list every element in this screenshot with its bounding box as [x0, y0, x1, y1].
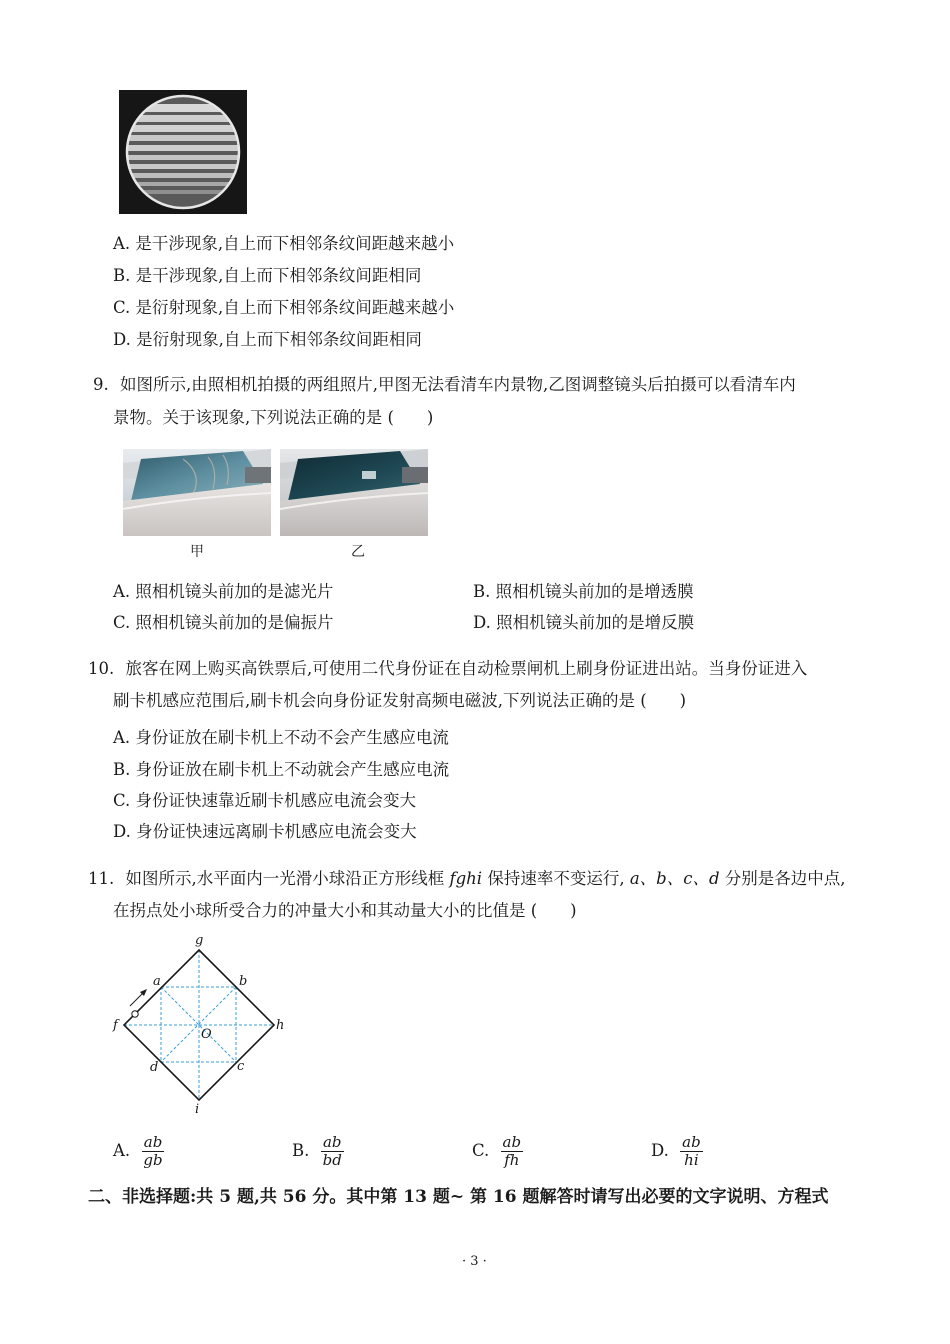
option-text: 身份证放在刷卡机上不动就会产生感应电流: [135, 760, 450, 779]
midpoints: a、b、c、d: [629, 869, 720, 888]
option-text: 是干涉现象,自上而下相邻条纹间距相同: [135, 266, 422, 285]
label-c: c: [237, 1059, 245, 1074]
question-number: 10.: [88, 659, 115, 678]
option-letter: C.: [113, 791, 131, 810]
label-f: f: [113, 1018, 118, 1033]
question-text: 保持速率不变运行,: [487, 869, 625, 888]
label-h: h: [276, 1018, 285, 1033]
page-number: · 3 ·: [462, 1254, 487, 1269]
q11-option-a: [113, 1134, 165, 1169]
q10-stem-line1: [88, 658, 807, 680]
option-letter: B.: [113, 266, 131, 285]
q9-option-c: [113, 612, 334, 634]
option-letter: D.: [651, 1141, 669, 1160]
option-text: 身份证放在刷卡机上不动不会产生感应电流: [135, 728, 449, 747]
q9-stem-line2: [113, 407, 433, 429]
label-b: b: [239, 974, 248, 989]
option-text: 照相机镜头前加的是偏振片: [135, 613, 334, 632]
option-text: 是衍射现象,自上而下相邻条纹间距相同: [136, 330, 422, 349]
question-text: 旅客在网上购买高铁票后,可使用二代身份证在自动检票闸机上刷身份证进出站。当身份证进入: [125, 659, 808, 678]
dashed-grid: [124, 950, 274, 1100]
square-diagram: [108, 930, 288, 1116]
denominator: bd: [322, 1151, 342, 1169]
option-text: 照相机镜头前加的是增透膜: [495, 582, 694, 601]
option-letter: B.: [292, 1141, 310, 1160]
option-letter: C.: [113, 298, 131, 317]
fringe-photo: [119, 90, 247, 214]
q10-option-d: [113, 821, 417, 843]
car-photo-left: [123, 449, 271, 536]
option-text: 是干涉现象,自上而下相邻条纹间距越来越小: [135, 234, 455, 253]
denominator: gb: [143, 1151, 163, 1169]
q9-stem-line1: [93, 374, 796, 396]
question-number: 9.: [93, 375, 109, 394]
option-text: 是衍射现象,自上而下相邻条纹间距越来越小: [135, 298, 455, 317]
option-text: 照相机镜头前加的是增反膜: [496, 613, 695, 632]
fraction: [321, 1134, 344, 1169]
q9-option-a: [113, 581, 333, 603]
question-number: 11.: [88, 869, 115, 888]
question-text: 分别是各边中点,: [724, 869, 846, 888]
question-text: 如图所示,由照相机拍摄的两组照片,甲图无法看清车内景物,乙图调整镜头后拍摄可以看清车内: [120, 375, 796, 394]
q11-option-c: [472, 1134, 523, 1169]
numerator: ab: [502, 1133, 522, 1151]
option-letter: B.: [473, 582, 491, 601]
frame-name: fghi: [449, 869, 483, 888]
option-letter: D.: [113, 822, 131, 841]
label-d: d: [150, 1060, 159, 1075]
question-text: 如图所示,水平面内一光滑小球沿正方形线框: [125, 869, 445, 888]
option-letter: D.: [113, 330, 131, 349]
option-text: 照相机镜头前加的是滤光片: [135, 582, 334, 601]
section-heading: 二、非选择题:共 5 题,共 56 分。其中第 13 题~ 第 16 题解答时请写出必要的文字说明、方程式: [88, 1187, 829, 1207]
fraction: [141, 1134, 164, 1169]
question-text: 景物。关于该现象,下列说法正确的是 ( ): [113, 408, 434, 427]
q10-option-a: [113, 727, 449, 749]
q10-option-c: [113, 790, 416, 812]
option-letter: A.: [113, 728, 131, 747]
q11-stem-line2: [113, 900, 577, 922]
option-text: 身份证快速靠近刷卡机感应电流会变大: [135, 791, 417, 810]
numerator: ab: [322, 1133, 342, 1151]
ball: [132, 1011, 138, 1017]
car-photo-right: [280, 449, 428, 536]
option-letter: C.: [113, 613, 131, 632]
option-text: 身份证快速远离刷卡机感应电流会变大: [136, 822, 417, 841]
label-i: i: [195, 1102, 200, 1116]
q8-option-a: [113, 233, 454, 255]
denominator: fh: [504, 1151, 520, 1169]
q8-option-d: [113, 329, 422, 351]
q9-option-b: [473, 581, 694, 603]
label-o: O: [201, 1027, 212, 1042]
option-letter: A.: [113, 582, 131, 601]
fraction: [501, 1134, 524, 1169]
q9-option-d: [473, 612, 694, 634]
option-letter: A.: [113, 234, 131, 253]
q11-option-b: [292, 1134, 344, 1169]
label-g: g: [195, 933, 204, 948]
question-text: 在拐点处小球所受合力的冲量大小和其动量大小的比值是 ( ): [113, 901, 577, 920]
q10-option-b: [113, 759, 449, 781]
q10-stem-line2: [113, 690, 686, 712]
option-letter: C.: [472, 1141, 490, 1160]
q8-option-b: [113, 265, 421, 287]
option-letter: B.: [113, 760, 131, 779]
option-letter: D.: [473, 613, 491, 632]
q11-stem-line1: [88, 868, 846, 890]
question-text: 刷卡机感应范围后,刷卡机会向身份证发射高频电磁波,下列说法正确的是 ( ): [113, 691, 687, 710]
q11-option-d: [651, 1134, 703, 1169]
fraction: [680, 1134, 703, 1169]
caption-right: 乙: [351, 544, 365, 560]
numerator: ab: [143, 1133, 163, 1151]
numerator: ab: [682, 1133, 701, 1151]
q8-option-c: [113, 297, 454, 319]
label-a: a: [153, 974, 161, 989]
denominator: hi: [684, 1151, 699, 1169]
caption-left: 甲: [190, 544, 204, 560]
option-letter: A.: [113, 1141, 131, 1160]
